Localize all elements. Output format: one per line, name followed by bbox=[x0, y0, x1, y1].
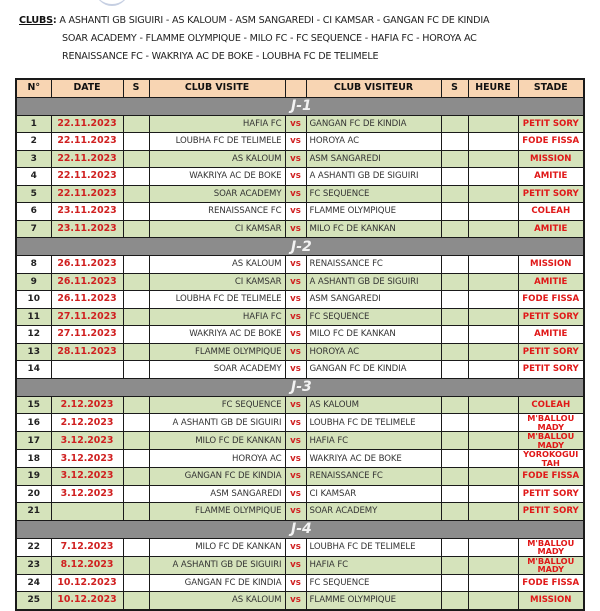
match-time bbox=[468, 326, 518, 344]
match-time bbox=[468, 414, 518, 432]
match-time bbox=[468, 450, 518, 468]
vs-label: vs bbox=[285, 273, 306, 291]
round-title: J-2 bbox=[291, 238, 312, 255]
match-date: 27.11.2023 bbox=[51, 326, 123, 344]
match-date: 3.12.2023 bbox=[51, 468, 123, 486]
clubs-line-2: SOAR ACADEMY - FLAMME OLYMPIQUE - MILO FC - FC SEQUENCE - HAFIA FC - HOROYA AC bbox=[62, 33, 477, 44]
home-club: MILO FC DE KANKAN bbox=[149, 432, 285, 450]
match-time bbox=[468, 273, 518, 291]
home-club: SOAR ACADEMY bbox=[149, 361, 285, 379]
away-score bbox=[441, 396, 468, 414]
match-number: 8 bbox=[16, 256, 51, 274]
home-club: AS KALOUM bbox=[149, 256, 285, 274]
header-score-away: S bbox=[441, 79, 468, 97]
match-row bbox=[16, 220, 584, 238]
home-score bbox=[123, 361, 149, 379]
match-date: 22.11.2023 bbox=[51, 115, 123, 133]
vs-label: vs bbox=[285, 485, 306, 503]
match-row bbox=[16, 414, 584, 432]
vs-label: vs bbox=[285, 503, 306, 521]
table-header-row bbox=[16, 79, 584, 97]
stadium: MISSION bbox=[518, 256, 584, 274]
stadium: COLEAH bbox=[518, 396, 584, 414]
home-club: HOROYA AC bbox=[149, 450, 285, 468]
home-score bbox=[123, 291, 149, 309]
home-score bbox=[123, 185, 149, 203]
stadium: AMITIE bbox=[518, 326, 584, 344]
match-number: 2 bbox=[16, 133, 51, 151]
match-row bbox=[16, 133, 584, 151]
away-club: A ASHANTI GB DE SIGUIRI bbox=[306, 168, 441, 186]
away-score bbox=[441, 343, 468, 361]
home-score bbox=[123, 556, 149, 574]
away-club: LOUBHA FC DE TELIMELE bbox=[306, 414, 441, 432]
match-time bbox=[468, 291, 518, 309]
match-time bbox=[468, 468, 518, 486]
header-date: DATE bbox=[51, 79, 123, 97]
away-score bbox=[441, 485, 468, 503]
away-score bbox=[441, 168, 468, 186]
away-score bbox=[441, 592, 468, 610]
stadium: FODE FISSA bbox=[518, 468, 584, 486]
match-time bbox=[468, 168, 518, 186]
match-date: 10.12.2023 bbox=[51, 592, 123, 610]
stadium: PETIT SORY bbox=[518, 308, 584, 326]
home-score bbox=[123, 203, 149, 221]
vs-label: vs bbox=[285, 574, 306, 592]
home-score bbox=[123, 308, 149, 326]
match-time bbox=[468, 343, 518, 361]
match-time bbox=[468, 503, 518, 521]
stadium: PETIT SORY bbox=[518, 485, 584, 503]
match-time bbox=[468, 538, 518, 556]
away-club: MILO FC DE KANKAN bbox=[306, 326, 441, 344]
away-score bbox=[441, 273, 468, 291]
match-number: 24 bbox=[16, 574, 51, 592]
match-row bbox=[16, 256, 584, 274]
home-score bbox=[123, 468, 149, 486]
home-club: WAKRIYA AC DE BOKE bbox=[149, 168, 285, 186]
away-club: HOROYA AC bbox=[306, 343, 441, 361]
match-number: 9 bbox=[16, 273, 51, 291]
vs-label: vs bbox=[285, 556, 306, 574]
away-club: SOAR ACADEMY bbox=[306, 503, 441, 521]
home-score bbox=[123, 326, 149, 344]
match-date: 26.11.2023 bbox=[51, 291, 123, 309]
home-club: FLAMME OLYMPIQUE bbox=[149, 503, 285, 521]
clubs-line-3: RENAISSANCE FC - WAKRIYA AC DE BOKE - LOUBHA FC DE TELIMELE bbox=[62, 51, 379, 62]
match-date: 23.11.2023 bbox=[51, 203, 123, 221]
away-club: LOUBHA FC DE TELIMELE bbox=[306, 538, 441, 556]
match-time bbox=[468, 150, 518, 168]
match-time bbox=[468, 133, 518, 151]
vs-label: vs bbox=[285, 308, 306, 326]
match-row bbox=[16, 485, 584, 503]
match-row bbox=[16, 203, 584, 221]
match-row bbox=[16, 150, 584, 168]
home-score bbox=[123, 450, 149, 468]
away-score bbox=[441, 203, 468, 221]
round-header-row bbox=[16, 520, 584, 538]
stadium: YOROKOGUI TAH bbox=[518, 450, 584, 468]
away-score bbox=[441, 115, 468, 133]
match-date: 27.11.2023 bbox=[51, 308, 123, 326]
home-score bbox=[123, 273, 149, 291]
header-home-club: CLUB VISITE bbox=[149, 79, 285, 97]
stadium: PETIT SORY bbox=[518, 503, 584, 521]
match-row bbox=[16, 361, 584, 379]
vs-label: vs bbox=[285, 538, 306, 556]
fixtures-table bbox=[15, 78, 585, 611]
match-date: 2.12.2023 bbox=[51, 414, 123, 432]
match-date: 26.11.2023 bbox=[51, 273, 123, 291]
match-number: 11 bbox=[16, 308, 51, 326]
home-score bbox=[123, 574, 149, 592]
away-score bbox=[441, 185, 468, 203]
away-score bbox=[441, 414, 468, 432]
match-row bbox=[16, 468, 584, 486]
match-number: 19 bbox=[16, 468, 51, 486]
match-number: 20 bbox=[16, 485, 51, 503]
stadium: M'BALLOU MADY bbox=[518, 556, 584, 574]
match-date: 3.12.2023 bbox=[51, 450, 123, 468]
stadium: PETIT SORY bbox=[518, 185, 584, 203]
stadium: PETIT SORY bbox=[518, 115, 584, 133]
clubs-label: CLUBS bbox=[19, 15, 53, 26]
match-date: 22.11.2023 bbox=[51, 150, 123, 168]
match-number: 12 bbox=[16, 326, 51, 344]
stadium: AMITIE bbox=[518, 168, 584, 186]
match-row bbox=[16, 185, 584, 203]
match-number: 22 bbox=[16, 538, 51, 556]
match-date bbox=[51, 361, 123, 379]
vs-label: vs bbox=[285, 361, 306, 379]
vs-label: vs bbox=[285, 326, 306, 344]
home-club: CI KAMSAR bbox=[149, 273, 285, 291]
match-number: 6 bbox=[16, 203, 51, 221]
home-club: LOUBHA FC DE TELIMELE bbox=[149, 133, 285, 151]
match-date: 23.11.2023 bbox=[51, 220, 123, 238]
match-row bbox=[16, 326, 584, 344]
match-number: 15 bbox=[16, 396, 51, 414]
home-score bbox=[123, 414, 149, 432]
away-club: AS KALOUM bbox=[306, 396, 441, 414]
match-date: 28.11.2023 bbox=[51, 343, 123, 361]
match-number: 10 bbox=[16, 291, 51, 309]
match-row bbox=[16, 574, 584, 592]
away-score bbox=[441, 326, 468, 344]
vs-label: vs bbox=[285, 432, 306, 450]
match-number: 7 bbox=[16, 220, 51, 238]
away-club: FC SEQUENCE bbox=[306, 308, 441, 326]
round-header-cell bbox=[16, 520, 584, 538]
match-date: 3.12.2023 bbox=[51, 432, 123, 450]
home-score bbox=[123, 343, 149, 361]
home-club: LOUBHA FC DE TELIMELE bbox=[149, 291, 285, 309]
away-club: MILO FC DE KANKAN bbox=[306, 220, 441, 238]
round-header-row bbox=[16, 238, 584, 256]
stadium: PETIT SORY bbox=[518, 361, 584, 379]
match-time bbox=[468, 361, 518, 379]
vs-label: vs bbox=[285, 203, 306, 221]
round-title: J-4 bbox=[291, 521, 312, 537]
match-time bbox=[468, 432, 518, 450]
home-score bbox=[123, 538, 149, 556]
match-number: 5 bbox=[16, 185, 51, 203]
match-number: 1 bbox=[16, 115, 51, 133]
away-club: HAFIA FC bbox=[306, 432, 441, 450]
match-time bbox=[468, 574, 518, 592]
away-score bbox=[441, 468, 468, 486]
match-time bbox=[468, 556, 518, 574]
match-time bbox=[468, 592, 518, 610]
header-stadium: STADE bbox=[518, 79, 584, 97]
away-club: GANGAN FC DE KINDIA bbox=[306, 361, 441, 379]
round-title: J-1 bbox=[291, 98, 312, 114]
away-club: A ASHANTI GB DE SIGUIRI bbox=[306, 273, 441, 291]
away-score bbox=[441, 308, 468, 326]
home-club: AS KALOUM bbox=[149, 592, 285, 610]
home-club: AS KALOUM bbox=[149, 150, 285, 168]
away-club: ASM SANGAREDI bbox=[306, 291, 441, 309]
match-time bbox=[468, 220, 518, 238]
round-header-cell bbox=[16, 238, 584, 256]
vs-label: vs bbox=[285, 592, 306, 610]
match-row bbox=[16, 115, 584, 133]
home-score bbox=[123, 485, 149, 503]
vs-label: vs bbox=[285, 343, 306, 361]
home-score bbox=[123, 256, 149, 274]
home-club: FLAMME OLYMPIQUE bbox=[149, 343, 285, 361]
vs-label: vs bbox=[285, 150, 306, 168]
stadium: COLEAH bbox=[518, 203, 584, 221]
match-date: 7.12.2023 bbox=[51, 538, 123, 556]
home-score bbox=[123, 115, 149, 133]
stadium: FODE FISSA bbox=[518, 574, 584, 592]
round-header-cell bbox=[16, 97, 584, 115]
match-date: 22.11.2023 bbox=[51, 185, 123, 203]
away-score bbox=[441, 133, 468, 151]
home-score bbox=[123, 592, 149, 610]
match-row bbox=[16, 556, 584, 574]
match-row bbox=[16, 308, 584, 326]
match-date: 10.12.2023 bbox=[51, 574, 123, 592]
match-number: 23 bbox=[16, 556, 51, 574]
clubs-label-colon: : bbox=[52, 15, 57, 26]
away-score bbox=[441, 503, 468, 521]
header-away-club: CLUB VISITEUR bbox=[306, 79, 441, 97]
match-time bbox=[468, 256, 518, 274]
stadium: MISSION bbox=[518, 150, 584, 168]
home-score bbox=[123, 396, 149, 414]
stadium: FODE FISSA bbox=[518, 291, 584, 309]
stadium: AMITIE bbox=[518, 273, 584, 291]
match-row bbox=[16, 343, 584, 361]
stadium: FODE FISSA bbox=[518, 133, 584, 151]
match-date bbox=[51, 503, 123, 521]
vs-label: vs bbox=[285, 220, 306, 238]
match-row bbox=[16, 432, 584, 450]
vs-label: vs bbox=[285, 468, 306, 486]
vs-label: vs bbox=[285, 414, 306, 432]
stadium: AMITIE bbox=[518, 220, 584, 238]
match-date: 22.11.2023 bbox=[51, 168, 123, 186]
stadium: M'BALLOU MADY bbox=[518, 414, 584, 432]
match-time bbox=[468, 396, 518, 414]
match-number: 17 bbox=[16, 432, 51, 450]
match-date: 3.12.2023 bbox=[51, 485, 123, 503]
stadium: M'BALLOU MADY bbox=[518, 432, 584, 450]
match-row bbox=[16, 503, 584, 521]
match-time bbox=[468, 485, 518, 503]
match-row bbox=[16, 396, 584, 414]
away-club: FLAMME OLYMPIQUE bbox=[306, 592, 441, 610]
home-club: A ASHANTI GB DE SIGUIRI bbox=[149, 556, 285, 574]
away-score bbox=[441, 556, 468, 574]
match-number: 21 bbox=[16, 503, 51, 521]
home-club: CI KAMSAR bbox=[149, 220, 285, 238]
home-score bbox=[123, 220, 149, 238]
match-number: 13 bbox=[16, 343, 51, 361]
away-club: FLAMME OLYMPIQUE bbox=[306, 203, 441, 221]
match-number: 14 bbox=[16, 361, 51, 379]
header-time: HEURE bbox=[468, 79, 518, 97]
home-score bbox=[123, 503, 149, 521]
stadium: PETIT SORY bbox=[518, 343, 584, 361]
home-club: RENAISSANCE FC bbox=[149, 203, 285, 221]
away-score bbox=[441, 150, 468, 168]
vs-label: vs bbox=[285, 133, 306, 151]
match-row bbox=[16, 273, 584, 291]
home-score bbox=[123, 168, 149, 186]
match-row bbox=[16, 450, 584, 468]
round-header-cell bbox=[16, 378, 584, 396]
away-club: ASM SANGAREDI bbox=[306, 150, 441, 168]
header-number: N° bbox=[16, 79, 51, 97]
league-logo-fragment bbox=[95, 0, 129, 6]
home-score bbox=[123, 150, 149, 168]
match-row bbox=[16, 592, 584, 610]
match-number: 16 bbox=[16, 414, 51, 432]
away-score bbox=[441, 361, 468, 379]
match-time bbox=[468, 115, 518, 133]
match-date: 26.11.2023 bbox=[51, 256, 123, 274]
match-number: 18 bbox=[16, 450, 51, 468]
home-club: SOAR ACADEMY bbox=[149, 185, 285, 203]
vs-label: vs bbox=[285, 168, 306, 186]
away-club: WAKRIYA AC DE BOKE bbox=[306, 450, 441, 468]
round-header-row bbox=[16, 97, 584, 115]
away-club: HAFIA FC bbox=[306, 556, 441, 574]
home-score bbox=[123, 432, 149, 450]
match-number: 4 bbox=[16, 168, 51, 186]
match-row bbox=[16, 538, 584, 556]
stadium: MISSION bbox=[518, 592, 584, 610]
round-header-row bbox=[16, 378, 584, 396]
vs-label: vs bbox=[285, 185, 306, 203]
away-score bbox=[441, 538, 468, 556]
home-club: GANGAN FC DE KINDIA bbox=[149, 574, 285, 592]
home-club: HAFIA FC bbox=[149, 115, 285, 133]
away-score bbox=[441, 432, 468, 450]
away-club: CI KAMSAR bbox=[306, 485, 441, 503]
vs-label: vs bbox=[285, 396, 306, 414]
home-club: FC SEQUENCE bbox=[149, 396, 285, 414]
vs-label: vs bbox=[285, 291, 306, 309]
match-time bbox=[468, 203, 518, 221]
away-club: HOROYA AC bbox=[306, 133, 441, 151]
home-club: A ASHANTI GB DE SIGUIRI bbox=[149, 414, 285, 432]
away-club: RENAISSANCE FC bbox=[306, 256, 441, 274]
home-club: MILO FC DE KANKAN bbox=[149, 538, 285, 556]
home-club: HAFIA FC bbox=[149, 308, 285, 326]
away-score bbox=[441, 256, 468, 274]
clubs-list bbox=[19, 12, 489, 66]
match-number: 3 bbox=[16, 150, 51, 168]
vs-label: vs bbox=[285, 115, 306, 133]
home-club: WAKRIYA AC DE BOKE bbox=[149, 326, 285, 344]
home-club: ASM SANGAREDI bbox=[149, 485, 285, 503]
match-number: 25 bbox=[16, 592, 51, 610]
match-date: 22.11.2023 bbox=[51, 133, 123, 151]
match-row bbox=[16, 168, 584, 186]
home-club: GANGAN FC DE KINDIA bbox=[149, 468, 285, 486]
away-club: FC SEQUENCE bbox=[306, 185, 441, 203]
vs-label: vs bbox=[285, 450, 306, 468]
match-time bbox=[468, 308, 518, 326]
match-date: 8.12.2023 bbox=[51, 556, 123, 574]
stadium: M'BALLOU MADY bbox=[518, 538, 584, 556]
header-vs bbox=[285, 79, 306, 97]
away-score bbox=[441, 450, 468, 468]
clubs-line-text: A ASHANTI GB SIGUIRI - AS KALOUM - ASM SANGAREDI - CI KAMSAR - GANGAN FC DE KINDIA bbox=[59, 15, 490, 26]
away-score bbox=[441, 220, 468, 238]
home-score bbox=[123, 133, 149, 151]
away-club: FC SEQUENCE bbox=[306, 574, 441, 592]
match-time bbox=[468, 185, 518, 203]
round-title: J-3 bbox=[291, 379, 312, 395]
clubs-line-1 bbox=[19, 12, 489, 30]
match-row bbox=[16, 291, 584, 309]
away-score bbox=[441, 574, 468, 592]
vs-label: vs bbox=[285, 256, 306, 274]
away-score bbox=[441, 291, 468, 309]
match-date: 2.12.2023 bbox=[51, 396, 123, 414]
away-club: RENAISSANCE FC bbox=[306, 468, 441, 486]
fixtures-body bbox=[16, 97, 584, 610]
header-score-home: S bbox=[123, 79, 149, 97]
away-club: GANGAN FC DE KINDIA bbox=[306, 115, 441, 133]
